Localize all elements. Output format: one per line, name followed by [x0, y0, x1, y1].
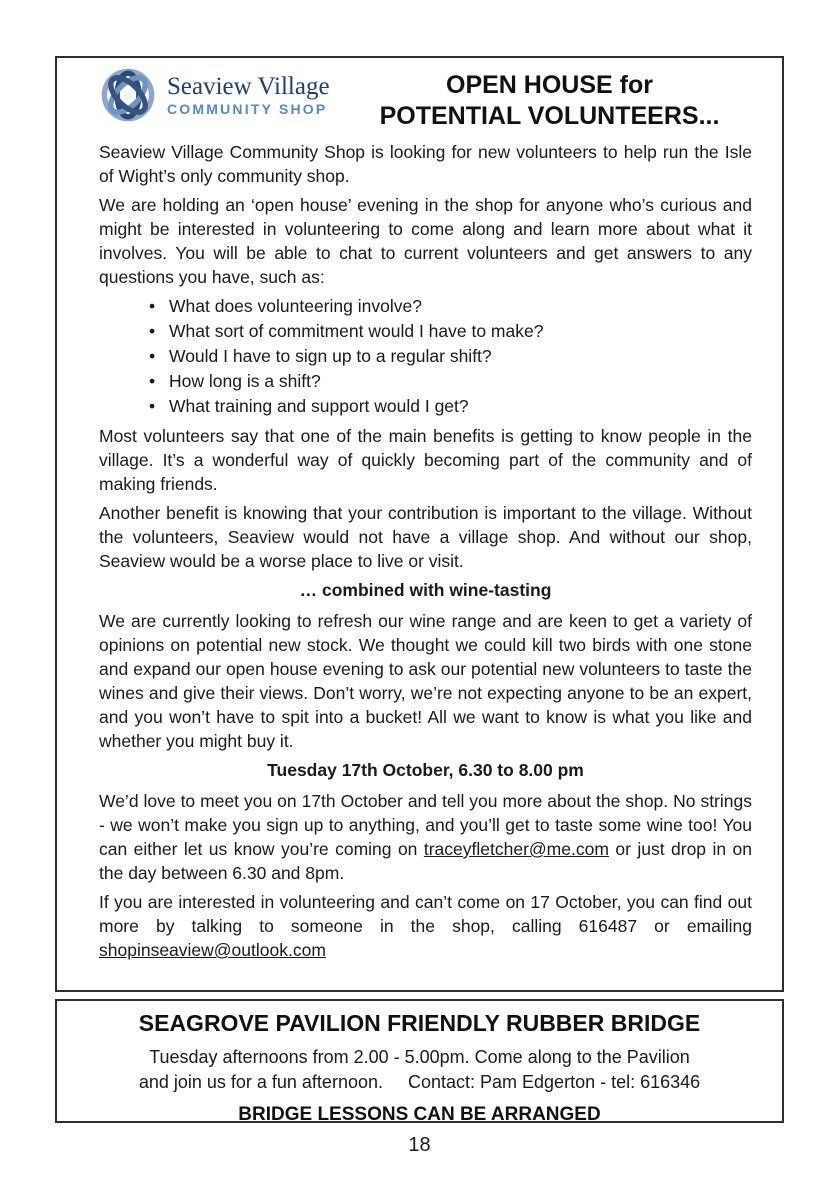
paragraph-alternative-text-pre: If you are interested in volunteering and can’t come on 17 October, you can find out more by talking to someone in the shop, calling 616487 or emailing	[99, 892, 752, 936]
paragraph-benefits: Most volunteers say that one of the main benefits is getting to know people in the village. It’s a wonderful way of quickly becoming part of the community and of making friends.	[99, 426, 752, 494]
paragraph-alternative-contact	[99, 890, 752, 962]
questions-list	[99, 294, 752, 419]
bullet-item: • How long is a shift?	[149, 369, 752, 394]
paragraph-invite	[99, 789, 752, 885]
email-link-shopinseaview[interactable]: shopinseaview@outlook.com	[99, 940, 326, 960]
bullet-item: • Would I have to sign up to a regular shift?	[149, 344, 752, 369]
bridge-notice-line2: and join us for a fun afternoon. Contact: Pam Edgerton - tel: 616346	[138, 1072, 701, 1092]
logo-subtitle: COMMUNITY SHOP	[167, 100, 328, 117]
bridge-notice-title: SEAGROVE PAVILION FRIENDLY RUBBER BRIDGE	[138, 1010, 701, 1036]
bullet-item: • What training and support would I get?	[149, 394, 752, 419]
paragraph-invite-text-post: or just drop in on the day between 6.30 and 8pm.	[99, 839, 752, 883]
event-date-heading: Tuesday 17th October, 6.30 to 8.00 pm	[267, 760, 584, 780]
open-house-article	[55, 56, 784, 992]
seaview-village-logo	[99, 66, 347, 124]
bridge-lessons-note: BRIDGE LESSONS CAN BE ARRANGED	[238, 1104, 601, 1123]
paragraph-wine: We are currently looking to refresh our wine range and are keen to get a variety of opinions on potential new stock. We thought we could kill two birds with one stone and expand our open house evening to ask our potential new volunteers to taste the wines and give their views. Don’t worry, we’re not expecting anyone to be an expert, and you won’t have to spit into a bucket! All we want to know is what you like and whether you might buy it.	[99, 611, 752, 751]
seaview-knot-logo-icon	[99, 66, 157, 124]
logo-title: Seaview Village	[167, 72, 330, 100]
bridge-notice-line1: Tuesday afternoons from 2.00 - 5.00pm. Come along to the Pavilion	[149, 1047, 690, 1067]
article-header	[99, 66, 752, 132]
article-title	[347, 70, 752, 132]
article-title-line1: OPEN HOUSE for	[446, 71, 653, 99]
page-number: 18	[408, 1134, 431, 1156]
bullet-item: • What sort of commitment would I have to make?	[149, 319, 752, 344]
article-title-line2: POTENTIAL VOLUNTEERS...	[379, 102, 720, 130]
bridge-notice	[55, 999, 784, 1123]
paragraph-intro: Seaview Village Community Shop is looking for new volunteers to help run the Isle of Wight’s only community shop.	[99, 142, 752, 186]
wine-tasting-heading: … combined with wine-tasting	[299, 580, 552, 600]
paragraph-invite-text-pre: We’d love to meet you on 17th October and tell you more about the shop. No strings - we won’t make you sign up to anything, and you’ll get to taste some wine too! You can either let us know you’re coming on	[99, 791, 752, 859]
email-link-traceyfletcher[interactable]: traceyfletcher@me.com	[423, 839, 609, 859]
paragraph-open-house: We are holding an ‘open house’ evening in the shop for anyone who’s curious and might be interested in volunteering to come along and learn more about what it involves. You will be able to chat to current volunteers and get answers to any questions you have, such as:	[99, 195, 752, 287]
logo-text	[167, 73, 330, 118]
bullet-item: • What does volunteering involve?	[149, 294, 752, 319]
paragraph-contribution: Another benefit is knowing that your contribution is important to the village. Without the volunteers, Seaview would not have a village shop. And without our shop, Seaview would be a worse place to live or visit.	[99, 503, 752, 571]
